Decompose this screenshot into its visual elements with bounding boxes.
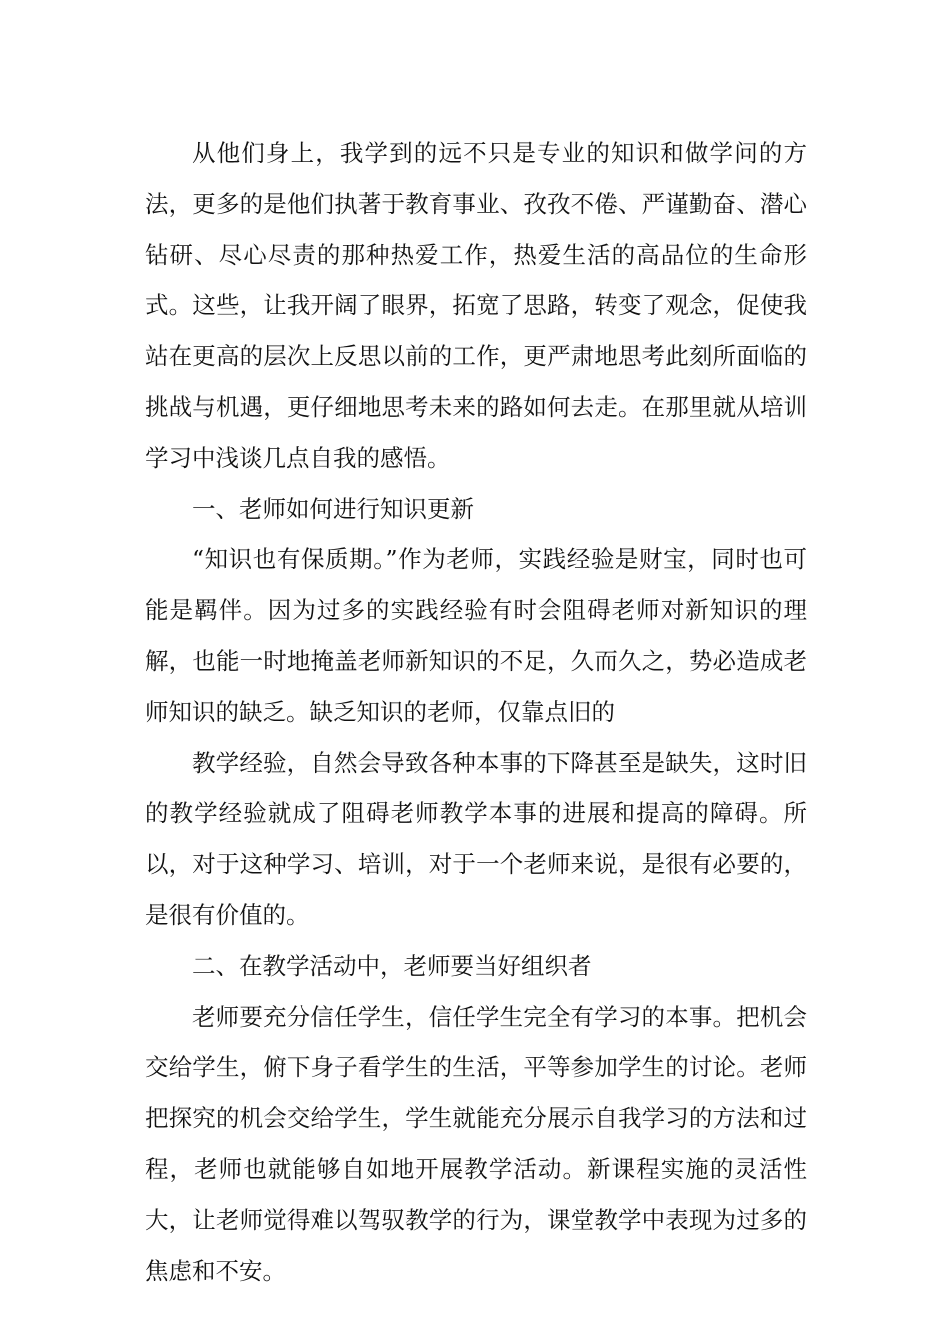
section-heading-2: 二、在教学活动中，老师要当好组织者 xyxy=(192,951,592,980)
paragraph-intro: 从他们身上，我学到的远不只是专业的知识和做学问的方法，更多的是他们执著于教育事业、孜孜不倦、严谨勤奋、潜心钻研、尽心尽责的那种热爱工作，热爱生活的高品位的生命形式。这些，让我开阔了眼界，拓宽了思路，转变了观念，促使我站在更高的层次上反思以前的工作，更严肃地思考此刻所面临的挑战与机遇，更仔细地思考未来的路如何去走。在那里就从培训学习中浅谈几点自我的感悟。 xyxy=(145,139,807,472)
document-body xyxy=(145,128,807,1296)
paragraph-knowledge: “知识也有保质期。”作为老师，实践经验是财宝，同时也可能是羁伴。因为过多的实践经验有时会阻碍老师对新知识的理解，也能一时地掩盖老师新知识的不足，久而久之，势必造成老师知识的缺乏。缺乏知识的老师，仅靠点旧的 xyxy=(145,545,807,726)
section-heading-1: 一、老师如何进行知识更新 xyxy=(192,494,474,523)
paragraph-organizer: 老师要充分信任学生，信任学生完全有学习的本事。把机会交给学生，俯下身子看学生的生活，平等参加学生的讨论。老师把探究的机会交给学生，学生就能充分展示自我学习的方法和过程，老师也就能够自如地开展教学活动。新课程实施的灵活性大，让老师觉得难以驾驭教学的行为，课堂教学中表现为过多的焦虑和不安。 xyxy=(145,1002,807,1285)
paragraph-experience: 教学经验，自然会导致各种本事的下降甚至是缺失，这时旧的教学经验就成了阻碍老师教学本事的进展和提高的障碍。所以，对于这种学习、培训，对于一个老师来说，是很有必要的，是很有价值的。 xyxy=(145,748,807,929)
